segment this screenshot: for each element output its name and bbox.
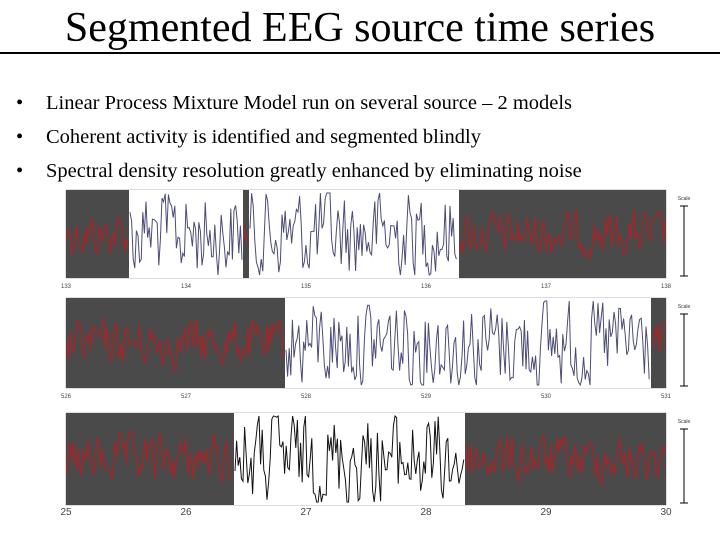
bullet-item (16, 86, 582, 120)
bullet-item (16, 120, 582, 154)
tick-label: 530 (540, 394, 552, 400)
tick-label: 26 (180, 507, 192, 518)
bullet-list (16, 86, 582, 188)
slide-title: Segmented EEG source time series (64, 5, 656, 51)
tick-label: 137 (540, 284, 552, 290)
bullet-text: Coherent activity is identified and segmented blindly (46, 126, 481, 148)
bullet-text: Spectral density resolution greatly enhanced by eliminating noise (46, 160, 582, 182)
tick-label: 28 (420, 507, 432, 518)
tick-label: 526 (60, 394, 72, 400)
tick-label: 135 (300, 284, 312, 290)
bullet-icon: • (16, 160, 24, 182)
tick-label: 138 (660, 284, 672, 290)
bullet-item (16, 154, 582, 188)
scale-label: Scale (677, 304, 691, 310)
noise-segment (465, 413, 666, 505)
eeg-figure (60, 188, 710, 528)
scale-label: Scale (677, 196, 691, 202)
title-divider (0, 52, 720, 54)
tick-label: 528 (300, 394, 312, 400)
tick-label: 29 (540, 507, 552, 518)
tick-label: 136 (420, 284, 432, 290)
signal-segment (285, 298, 651, 388)
tick-label: 527 (180, 394, 192, 400)
tick-label: 27 (300, 507, 312, 518)
tick-label: 531 (660, 394, 672, 400)
tick-label: 25 (60, 507, 72, 518)
noise-segment (243, 190, 249, 278)
tick-label: 133 (60, 284, 72, 290)
bullet-icon: • (16, 126, 24, 148)
scale-label: Scale (677, 419, 691, 425)
tick-label: 134 (180, 284, 192, 290)
noise-segment (459, 190, 666, 278)
tick-label: 30 (660, 507, 672, 518)
bullet-text: Linear Process Mixture Model run on several source – 2 models (46, 92, 573, 114)
tick-label: 529 (420, 394, 432, 400)
noise-segment (66, 298, 285, 388)
bullet-icon: • (16, 92, 24, 114)
